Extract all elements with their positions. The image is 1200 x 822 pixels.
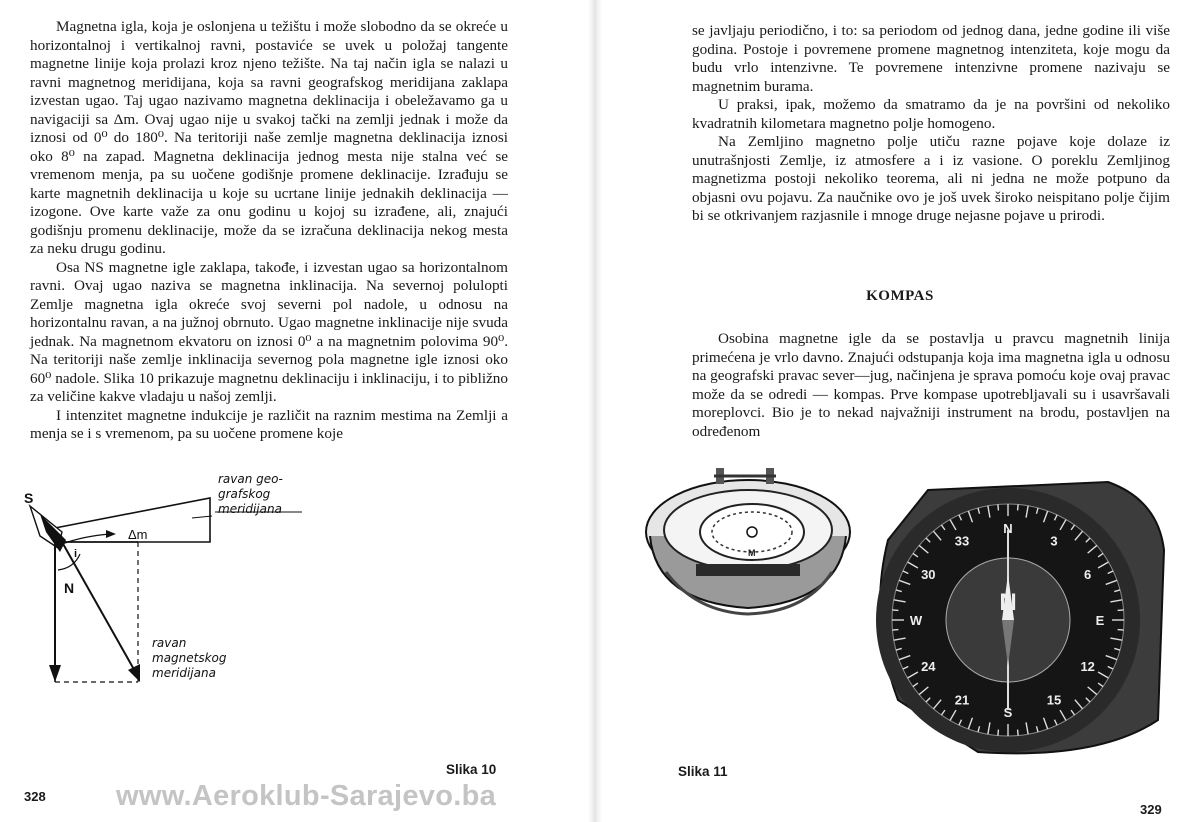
dial-tick <box>892 610 898 611</box>
geographic-plane-label: ravan geo- grafskog meridijana <box>218 472 283 516</box>
dial-label: S <box>1003 705 1013 720</box>
label-n: N <box>64 580 75 596</box>
right-page-text-bottom <box>692 330 1170 441</box>
left-page-number: 328 <box>24 789 46 804</box>
right-paragraph-2: U praksi, ipak, možemo da smatramo da je na površini od nekoliko kvadratnih kilometara magnetno polje homogeno. <box>692 96 1170 132</box>
dial-tick <box>1118 630 1124 631</box>
dial-label: 30 <box>921 567 936 582</box>
watermark: www.Aeroklub-Sarajevo.ba <box>116 780 497 812</box>
section-heading: KOMPAS <box>866 288 934 304</box>
right-paragraph-1: se javljaju periodično, i to: sa periodom od jednog dana, jedne godine ili više godina. Postoje i povremene promene magnetnog intenziteta, koje mogu da budu vrlo intenzivne. Te povremene intenzivne promene nazivaju se magnetnim burama. <box>692 22 1170 95</box>
dial-tick <box>1018 504 1019 510</box>
label-s: S <box>24 490 34 506</box>
dial-label: W <box>909 613 923 628</box>
compass-large-photo <box>858 470 1178 760</box>
right-page-number: 329 <box>1140 802 1162 817</box>
dial-tick <box>998 730 999 736</box>
left-paragraph-3: I intenzitet magnetne indukcije je različit na raznim mestima na Zemlji a menja se i s vremenom, pa su uočene promene koje <box>30 406 508 442</box>
dial-label: 21 <box>954 692 970 708</box>
left-paragraph-1: Magnetna igla, koja je oslonjena u težištu i može slobodno da se okreće u horizontalnoj i vertikalnoj ravni, postaviće se uvek u položaj tangente magnetne linije koja prolazi kroz njeno težište. Na taj način igla se nalazi u ravni magnetnog meridijana, koja sa ravni geografskog meridijana zaklapa izvestan ugao. Taj ugao nazivamo magnetna deklinacija i obeležavamo ga u navigaciji sa Δm. Ovaj ugao nije u svakoj tački na zemlji jednak i može da iznosi od 0⁰ do 180⁰. Na teritoriji naše zemlje magnetna deklinacija iznosi oko 8⁰ na zapad. Magnetna deklinacija jednog mesta nije stalna već se vremenom menja, pa su uočene godišnje promene deklinacije. Izrađuju se karte magnetnih deklinacija u koje su ucrtane linije jednakih deklinacija — izogone. Ove karte važe za onu godinu u kojoj su izrađene, ali, znajući godišnju promenu deklinacije, može da se izračuna deklinacija nekog mesta za neku drugu godinu. <box>30 18 508 257</box>
dial-label: 15 <box>1046 692 1062 708</box>
dial-label: E <box>1095 613 1105 628</box>
dial-label: 33 <box>954 533 970 549</box>
label-delta-m: Δm <box>128 527 148 542</box>
right-paragraph-4: Osobina magnetne igle da se postavlja u pravcu magnetnih linija primećena je vrlo davno. Znajući odstupanja koja ima magnetna igla u odnosu na geografski pravac sever—jug, načinjena je sprava pomoću koje ovaj pravac može da se odredi — kompas. Prve kompase upotrebljavali su i usavršavali moreplovci. Bio je to nekad najvažniji instrument na brodu, postavljen na određenom <box>692 330 1170 440</box>
dial-tick <box>1018 730 1019 736</box>
dial-label: 24 <box>921 659 936 674</box>
figure-11-caption: Slika 11 <box>678 764 728 779</box>
compass-small-lettering: M <box>748 548 756 558</box>
right-paragraph-3: Na Zemljino magnetno polje utiču razne pojave koje dolaze iz unutrašnjosti Zemlje, iz atmosfere a i iz vasione. O poreklu Zemljinog magnetizma postoji nekoliko teorema, ali ni jedna ne može potpuno da objasni ovu pojavu. Za naučnike ovo je još uvek široko neispitano polje čijim bi se otkrivanjem razjasnile i mnoge druge nejasne pojave u prirodi. <box>692 133 1170 224</box>
left-paragraph-2: Osa NS magnetne igle zaklapa, takođe, i izvestan ugao sa horizontalnom ravni. Ovaj ugao naziva se magnetna inklinacija. Na severnoj polulopti Zemlje magnetna igla okreće svoj severni pol nadole, u odnosu na horizontalnu ravan, a na južnoj obrnuto. Ugao magnetne inklinacije nije svuda jednak. Na magnetnom ekvatoru on iznosi 0⁰ a na magnetnim polovima 90⁰. Na teritoriji naše zemlje inklinacija severnog pola magnetne igle iznosi oko 60⁰ nadole. Slika 10 prikazuje magnetnu deklinaciju i inklinaciju, i to pibližno za veličine kakve vladaju u našoj zemlji. <box>30 258 508 405</box>
dial-tick <box>1118 610 1124 611</box>
compass-small-photo <box>636 462 866 622</box>
dial-label: N <box>1003 521 1013 536</box>
dial-tick <box>892 630 898 631</box>
compass-card-north: N <box>999 589 1017 616</box>
left-page-text <box>30 18 508 444</box>
dial-label: 6 <box>1084 567 1092 582</box>
figure-10-caption: Slika 10 <box>446 762 497 777</box>
right-page-text-top <box>692 22 1170 226</box>
label-i: i <box>74 548 78 560</box>
dial-label: 3 <box>1050 533 1058 549</box>
dial-tick <box>998 504 999 510</box>
dial-label: 12 <box>1080 659 1095 674</box>
magnetic-plane-label: ravan magnetskog meridijana <box>152 636 227 680</box>
declination-diagram <box>0 470 590 730</box>
